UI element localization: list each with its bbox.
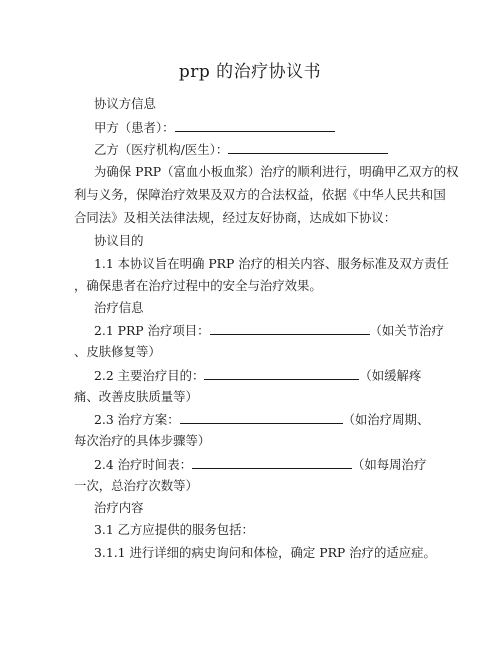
preamble-line-3: 合同法》及相关法律法规，经过友好协商，达成如下协议： (74, 210, 397, 225)
item-2-4-cont: 一次，总治疗次数等） (74, 478, 198, 493)
parties-heading: 协议方信息 (94, 96, 156, 111)
purpose-line-2: ，确保患者在治疗过程中的安全与治疗效果。 (74, 278, 322, 293)
item-2-2-label: 2.2 主要治疗目的： (94, 368, 205, 383)
party-b-line (94, 141, 388, 158)
purpose-heading: 协议目的 (94, 233, 144, 248)
item-2-2-cont: 痛、改善皮肤质量等） (74, 389, 198, 404)
party-b-blank (228, 141, 388, 154)
party-b-label: 乙方（医疗机构/医生）： (94, 142, 229, 157)
item-2-1-label: 2.1 PRP 治疗项目： (94, 323, 210, 338)
item-2-1-blank (210, 322, 370, 335)
item-2-3 (94, 411, 429, 428)
preamble-line-1: 为确保 PRP（富血小板血浆）治疗的顺利进行，明确甲乙双方的权 (94, 164, 459, 179)
document-title: prp 的治疗协议书 (178, 62, 322, 82)
item-2-4-blank (192, 456, 352, 469)
item-3-1: 3.1 乙方应提供的服务包括： (94, 522, 254, 537)
item-2-2-hint: （如缓解疼 (359, 368, 422, 383)
item-2-3-label: 2.3 治疗方案： (94, 412, 180, 427)
item-2-3-hint: （如治疗周期、 (342, 412, 430, 427)
item-2-4 (94, 456, 426, 473)
party-a-label: 甲方（患者）： (94, 120, 175, 135)
item-2-3-cont: 每次治疗的具体步骤等） (74, 433, 211, 448)
content-heading: 治疗内容 (94, 500, 144, 515)
treatment-info-heading: 治疗信息 (94, 300, 144, 315)
party-a-blank (175, 119, 335, 132)
item-3-1-1: 3.1.1 进行详细的病史询问和体检，确定 PRP 治疗的适应症。 (94, 545, 436, 560)
item-2-2-blank (204, 367, 359, 380)
item-2-4-label: 2.4 治疗时间表： (94, 457, 192, 472)
item-2-1 (94, 322, 444, 339)
item-2-2 (94, 367, 421, 384)
item-2-1-cont: 、皮肤修复等） (74, 344, 161, 359)
item-2-4-hint: （如每周治疗 (352, 457, 427, 472)
item-2-3-blank (180, 411, 343, 424)
party-a-line (94, 119, 335, 136)
item-2-1-hint: （如关节治疗 (369, 323, 444, 338)
preamble-line-2: 利与义务，保障治疗效果及双方的合法权益，依据《中华人民共和国 (74, 187, 446, 202)
purpose-line-1: 1.1 本协议旨在明确 PRP 治疗的相关内容、服务标准及双方责任 (94, 256, 449, 271)
